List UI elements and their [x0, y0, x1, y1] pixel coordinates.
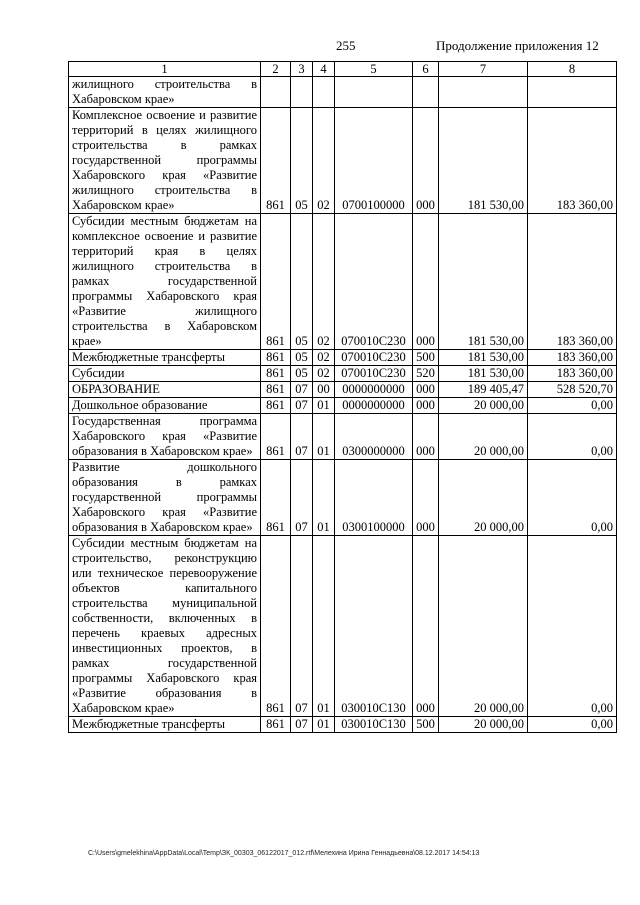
department-code-cell: 861 — [261, 398, 291, 414]
section-code-cell: 07 — [291, 717, 313, 733]
expense-type-cell: 500 — [413, 350, 439, 366]
subsection-code-cell: 00 — [313, 382, 335, 398]
amount-year2-cell: 0,00 — [528, 414, 617, 460]
target-article-cell: 0300000000 — [335, 414, 413, 460]
expense-type-cell: 000 — [413, 414, 439, 460]
amount-year1-cell: 20 000,00 — [439, 536, 528, 717]
target-article-cell: 0000000000 — [335, 382, 413, 398]
subsection-code-cell: 02 — [313, 108, 335, 214]
amount-year1-cell: 181 530,00 — [439, 350, 528, 366]
table-row — [69, 414, 617, 460]
column-header: 5 — [335, 62, 413, 77]
section-code-cell: 07 — [291, 536, 313, 717]
table-row — [69, 398, 617, 414]
row-name-cell: Государственная программа Хабаровского края «Развитие образования в Хабаровском крае» — [69, 414, 261, 460]
budget-table — [68, 61, 617, 733]
expense-type-cell: 000 — [413, 382, 439, 398]
expense-type-cell: 500 — [413, 717, 439, 733]
target-article-cell: 070010С230 — [335, 350, 413, 366]
department-code-cell: 861 — [261, 350, 291, 366]
amount-year2-cell: 0,00 — [528, 398, 617, 414]
target-article-cell: 0300100000 — [335, 460, 413, 536]
section-code-cell: 05 — [291, 366, 313, 382]
section-code-cell: 07 — [291, 460, 313, 536]
table-row — [69, 77, 617, 108]
row-name-cell: Субсидии местным бюджетам на комплексное освоение и развитие территорий края в целях жилищного строительства в рамках государственной программы Хабаровского края «Развитие жилищного строительства в Хабаровском крае» — [69, 214, 261, 350]
amount-year2-cell: 0,00 — [528, 460, 617, 536]
subsection-code-cell: 01 — [313, 460, 335, 536]
row-name-cell: Межбюджетные трансферты — [69, 350, 261, 366]
table-row — [69, 108, 617, 214]
department-code-cell: 861 — [261, 214, 291, 350]
expense-type-cell: 000 — [413, 398, 439, 414]
amount-year1-cell: 20 000,00 — [439, 460, 528, 536]
page-number: 255 — [336, 38, 356, 53]
section-code-cell — [291, 77, 313, 108]
target-article-cell: 030010С130 — [335, 536, 413, 717]
amount-year2-cell: 0,00 — [528, 717, 617, 733]
amount-year1-cell: 20 000,00 — [439, 717, 528, 733]
row-name-cell: Субсидии — [69, 366, 261, 382]
amount-year1-cell: 181 530,00 — [439, 108, 528, 214]
row-name-cell: Межбюджетные трансферты — [69, 717, 261, 733]
column-header: 4 — [313, 62, 335, 77]
department-code-cell: 861 — [261, 536, 291, 717]
amount-year1-cell: 189 405,47 — [439, 382, 528, 398]
subsection-code-cell: 02 — [313, 214, 335, 350]
subsection-code-cell: 01 — [313, 717, 335, 733]
subsection-code-cell: 01 — [313, 536, 335, 717]
column-header: 2 — [261, 62, 291, 77]
section-code-cell: 07 — [291, 398, 313, 414]
amount-year1-cell: 20 000,00 — [439, 414, 528, 460]
row-name-cell: Дошкольное образование — [69, 398, 261, 414]
table-row — [69, 460, 617, 536]
department-code-cell: 861 — [261, 108, 291, 214]
column-header: 8 — [528, 62, 617, 77]
target-article-cell: 070010С230 — [335, 214, 413, 350]
row-name-cell: жилищного строительства в Хабаровском крае» — [69, 77, 261, 108]
target-article-cell: 0700100000 — [335, 108, 413, 214]
expense-type-cell: 520 — [413, 366, 439, 382]
department-code-cell — [261, 77, 291, 108]
section-code-cell: 05 — [291, 108, 313, 214]
amount-year1-cell: 181 530,00 — [439, 366, 528, 382]
column-header: 6 — [413, 62, 439, 77]
target-article-cell: 030010С130 — [335, 717, 413, 733]
appendix-label: Продолжение приложения 12 — [436, 38, 599, 53]
table-row — [69, 350, 617, 366]
section-code-cell: 05 — [291, 214, 313, 350]
amount-year1-cell: 181 530,00 — [439, 214, 528, 350]
target-article-cell: 0000000000 — [335, 398, 413, 414]
department-code-cell: 861 — [261, 366, 291, 382]
expense-type-cell: 000 — [413, 536, 439, 717]
subsection-code-cell: 02 — [313, 350, 335, 366]
department-code-cell: 861 — [261, 414, 291, 460]
amount-year2-cell — [528, 77, 617, 108]
row-name-cell: Субсидии местным бюджетам на строительство, реконструкцию или техническое перевооружение объектов капитального строительства муниципальной собственности, включенных в перечень краевых адресных инвестиционных проектов, в рамках государственной программы Хабаровского края «Развитие образования в Хабаровском крае» — [69, 536, 261, 717]
amount-year1-cell — [439, 77, 528, 108]
amount-year2-cell: 183 360,00 — [528, 108, 617, 214]
expense-type-cell: 000 — [413, 108, 439, 214]
table-row — [69, 382, 617, 398]
row-name-cell: Комплексное освоение и развитие территорий в целях жилищного строительства в рамках государственной программы Хабаровского края «Развитие жилищного строительства в Хабаровском крае» — [69, 108, 261, 214]
column-header: 1 — [69, 62, 261, 77]
section-code-cell: 07 — [291, 382, 313, 398]
amount-year2-cell: 183 360,00 — [528, 350, 617, 366]
subsection-code-cell — [313, 77, 335, 108]
row-name-cell: Развитие дошкольного образования в рамках государственной программы Хабаровского края «Развитие образования в Хабаровском крае» — [69, 460, 261, 536]
target-article-cell — [335, 77, 413, 108]
expense-type-cell: 000 — [413, 214, 439, 350]
table-row — [69, 717, 617, 733]
amount-year2-cell: 528 520,70 — [528, 382, 617, 398]
subsection-code-cell: 01 — [313, 398, 335, 414]
row-name-cell: ОБРАЗОВАНИЕ — [69, 382, 261, 398]
amount-year2-cell: 183 360,00 — [528, 366, 617, 382]
expense-type-cell — [413, 77, 439, 108]
section-code-cell: 07 — [291, 414, 313, 460]
expense-type-cell: 000 — [413, 460, 439, 536]
footer-file-path: C:\Users\gmelekhina\AppData\Local\Temp\ЗК_00303_06122017_012.rtf\Мелехина Ирина Геннадьевна\08.12.2017 14:54:13 — [88, 850, 480, 857]
column-header: 7 — [439, 62, 528, 77]
department-code-cell: 861 — [261, 382, 291, 398]
column-header: 3 — [291, 62, 313, 77]
section-code-cell: 05 — [291, 350, 313, 366]
amount-year1-cell: 20 000,00 — [439, 398, 528, 414]
column-number-row — [69, 62, 617, 77]
table-row — [69, 214, 617, 350]
table-row — [69, 366, 617, 382]
amount-year2-cell: 0,00 — [528, 536, 617, 717]
subsection-code-cell: 02 — [313, 366, 335, 382]
department-code-cell: 861 — [261, 717, 291, 733]
table-row — [69, 536, 617, 717]
amount-year2-cell: 183 360,00 — [528, 214, 617, 350]
department-code-cell: 861 — [261, 460, 291, 536]
target-article-cell: 070010С230 — [335, 366, 413, 382]
subsection-code-cell: 01 — [313, 414, 335, 460]
